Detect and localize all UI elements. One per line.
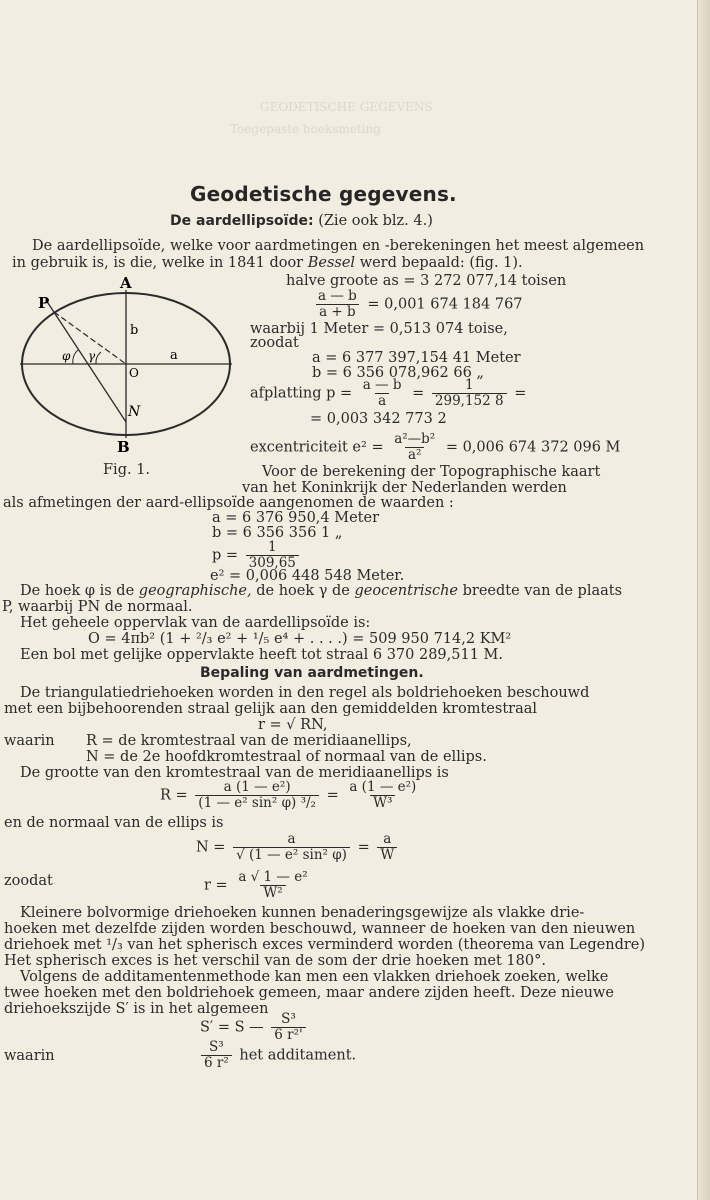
formula-b2: b = 6 356 356 1 „ (212, 525, 343, 541)
fraction (346, 780, 419, 811)
label-n: N (128, 404, 141, 420)
figure-ellipse (18, 272, 248, 461)
label: afplatting p = (250, 385, 353, 402)
fraction (233, 832, 350, 863)
page-edge (698, 0, 710, 1200)
label-phi: φ (62, 349, 71, 363)
denominator: W (377, 847, 397, 863)
paragraph-line: De aardellipsoïde, welke voor aardmetingen en -berekeningen het meest algemeen (32, 238, 645, 254)
paragraph-line: Een bol met gelijke oppervlakte heeft tot straal 6 370 289,511 M. (20, 647, 504, 663)
fraction (271, 1012, 305, 1043)
denominator: √ (1 — e² sin² φ) (233, 847, 350, 863)
denominator: W² (260, 885, 285, 901)
phi-arc (73, 350, 78, 364)
denominator: a + b (316, 304, 359, 320)
definition-r: R = de kromtestraal van de meridiaanellips, (86, 733, 412, 749)
denominator: (1 — e² sin² φ) ³/₂ (195, 795, 319, 811)
formula-waarbij: waarbij 1 Meter = 0,513 074 toise, (250, 321, 508, 337)
italic-term: geographische, (138, 583, 252, 599)
denominator: 6 r²' (271, 1027, 305, 1043)
paragraph-line: Kleinere bolvormige driehoeken kunnen benaderingsgewijze als vlakke drie- (20, 905, 585, 921)
text-span: werd bepaald: (fig. 1). (359, 255, 523, 271)
formula-b-value: b = 6 356 078,962 66 „ (312, 365, 484, 381)
numerator: a²—b² (394, 431, 436, 447)
numerator: 1 (267, 539, 277, 555)
numerator: a (383, 831, 392, 847)
formula-p2 (212, 540, 302, 571)
text-waarin: waarin (4, 1048, 55, 1064)
figure-caption: Fig. 1. (103, 462, 151, 478)
formula-a2: a = 6 376 950,4 Meter (212, 510, 380, 526)
equals: = (412, 385, 425, 402)
text-waarin: waarin (4, 733, 55, 749)
denominator: a² (405, 447, 424, 463)
text-span: breedte van de plaats (462, 583, 623, 599)
numerator: S³ (209, 1039, 224, 1055)
formula-afplatting (250, 378, 526, 409)
numerator: a (287, 831, 296, 847)
paragraph-line: De triangulatiedriehoeken worden in den regel als boldriehoeken beschouwd (20, 685, 590, 701)
formula-normaal (196, 832, 400, 863)
text-span: De hoek φ is de (20, 583, 135, 599)
text-span: de hoek γ de (256, 583, 350, 599)
label: S′ = S — (200, 1019, 264, 1036)
label-b-bottom: B (117, 438, 130, 456)
formula-oppervlak: O = 4πb² (1 + ²/₃ e² + ¹/₅ e⁴ + . . . .) = 509 950 714,2 KM² (88, 631, 512, 647)
fraction (315, 289, 360, 320)
label: excentriciteit e² = (250, 439, 384, 456)
label-a-axis: a (170, 348, 178, 363)
numerator: a (1 — e²) (223, 779, 291, 795)
formula-ab-ratio (312, 289, 523, 320)
label-p: P (38, 294, 50, 312)
fraction (391, 432, 438, 463)
text-span: het additament. (239, 1047, 357, 1064)
value: = 0,006 674 372 096 M (445, 439, 621, 456)
denominator: 309,65 (246, 555, 299, 571)
section-ellipsoid-heading (170, 213, 433, 230)
text-zoodat: zoodat (4, 873, 53, 889)
fraction (246, 540, 299, 571)
definition-n: N = de 2e hoofdkromtestraal of normaal van de ellips. (86, 749, 487, 765)
formula-r: r = √ RN, (258, 717, 328, 733)
denominator: 6 r² (201, 1055, 232, 1071)
gamma-arc (96, 352, 101, 364)
paragraph-line: van het Koninkrijk der Nederlanden werden (242, 480, 567, 496)
fraction (235, 870, 310, 901)
label: r = (204, 877, 228, 894)
paragraph-line: Voor de berekening der Topographische kaart (262, 464, 601, 480)
value: = 0,001 674 184 767 (367, 296, 523, 313)
text-span: in gebruik is, is die, welke in 1841 door (12, 255, 304, 271)
formula-e2: e² = 0,006 448 548 Meter. (210, 568, 405, 584)
numerator: a — b (362, 377, 402, 393)
ellipsoid-ref: (Zie ook blz. 4.) (318, 213, 433, 229)
numerator: 1 (464, 377, 474, 393)
label: R = (160, 787, 188, 804)
denominator: 299,152 8 (432, 393, 507, 409)
paragraph-line: De grootte van den kromtestraal van de meridiaanellips is (20, 765, 449, 781)
equals: = (326, 787, 339, 804)
equals: = (514, 385, 527, 402)
numerator: a — b (318, 288, 357, 304)
fraction (377, 832, 397, 863)
label-o: O (129, 366, 139, 380)
paragraph-line: Het geheele oppervlak van de aardellipsoïde is: (20, 615, 371, 631)
show-through-text-1: GEODETISCHE GEGEVENS (260, 100, 433, 114)
text-zoodat: zoodat (250, 335, 299, 351)
paragraph-line: met een bijbehoorenden straal gelijk aan den gemiddelden kromtestraal (4, 701, 538, 717)
formula-afplatting-value: = 0,003 342 773 2 (310, 411, 447, 427)
fraction (201, 1040, 232, 1071)
page-title: Geodetische gegevens. (190, 182, 457, 206)
paragraph-line (12, 255, 523, 272)
fraction (432, 378, 507, 409)
paragraph-line: driehoekszijde S′ is in het algemeen (4, 1001, 269, 1017)
formula-a-value: a = 6 377 397,154 41 Meter (312, 350, 521, 366)
italic-term: geocentrische (354, 583, 458, 599)
section-aardmetingen-heading: Bepaling van aardmetingen. (200, 665, 424, 681)
formula-kromtestraal (160, 780, 422, 811)
label-gamma: γ (88, 349, 96, 363)
formula-additament (198, 1040, 356, 1071)
label: p = (212, 547, 239, 564)
formula-r-result (204, 870, 314, 901)
normal-line-pn (46, 300, 126, 422)
formula-halve-as: halve groote as = 3 272 077,14 toisen (286, 273, 567, 289)
paragraph-line: hoeken met dezelfde zijden worden beschouwd, wanneer de hoeken van den nieuwen (4, 921, 636, 937)
paragraph-line: driehoek met ¹/₃ van het spherisch exces verminderd worden (theorema van Legendre) (4, 937, 646, 953)
fraction (360, 378, 405, 409)
show-through-text-2: Toegepaste hoeksmeting (230, 122, 381, 136)
paragraph-line: P, waarbij PN de normaal. (2, 599, 193, 615)
numerator: a √ 1 — e² (238, 869, 308, 885)
numerator: S³ (281, 1011, 296, 1027)
label-b-axis: b (130, 323, 139, 338)
paragraph-line (20, 583, 622, 600)
numerator: a (1 — e²) (349, 779, 417, 795)
fraction (195, 780, 319, 811)
bessel-name: Bessel (307, 255, 356, 271)
denominator: W³ (370, 795, 395, 811)
ellipsoid-heading-text: De aardellipsoïde: (170, 213, 314, 229)
paragraph-line: Volgens de additamentenmethode kan men een vlakken driehoek zoeken, welke (20, 969, 609, 985)
paragraph-line: en de normaal van de ellips is (4, 815, 224, 831)
paragraph-line: Het spherisch exces is het verschil van de som der drie hoeken met 180°. (4, 953, 546, 969)
denominator: a (375, 393, 389, 409)
ellipse-diagram (18, 272, 248, 457)
label: N = (196, 839, 226, 856)
equals: = (357, 839, 370, 856)
paragraph-line: twee hoeken met den boldriehoek gemeen, maar andere zijden heeft. Deze nieuwe (4, 985, 614, 1001)
formula-excentriciteit (250, 432, 620, 463)
paragraph-line: als afmetingen der aard-ellipsoïde aangenomen de waarden : (3, 495, 454, 511)
label-a-top: A (120, 274, 132, 292)
page-edge-line (697, 0, 698, 1200)
